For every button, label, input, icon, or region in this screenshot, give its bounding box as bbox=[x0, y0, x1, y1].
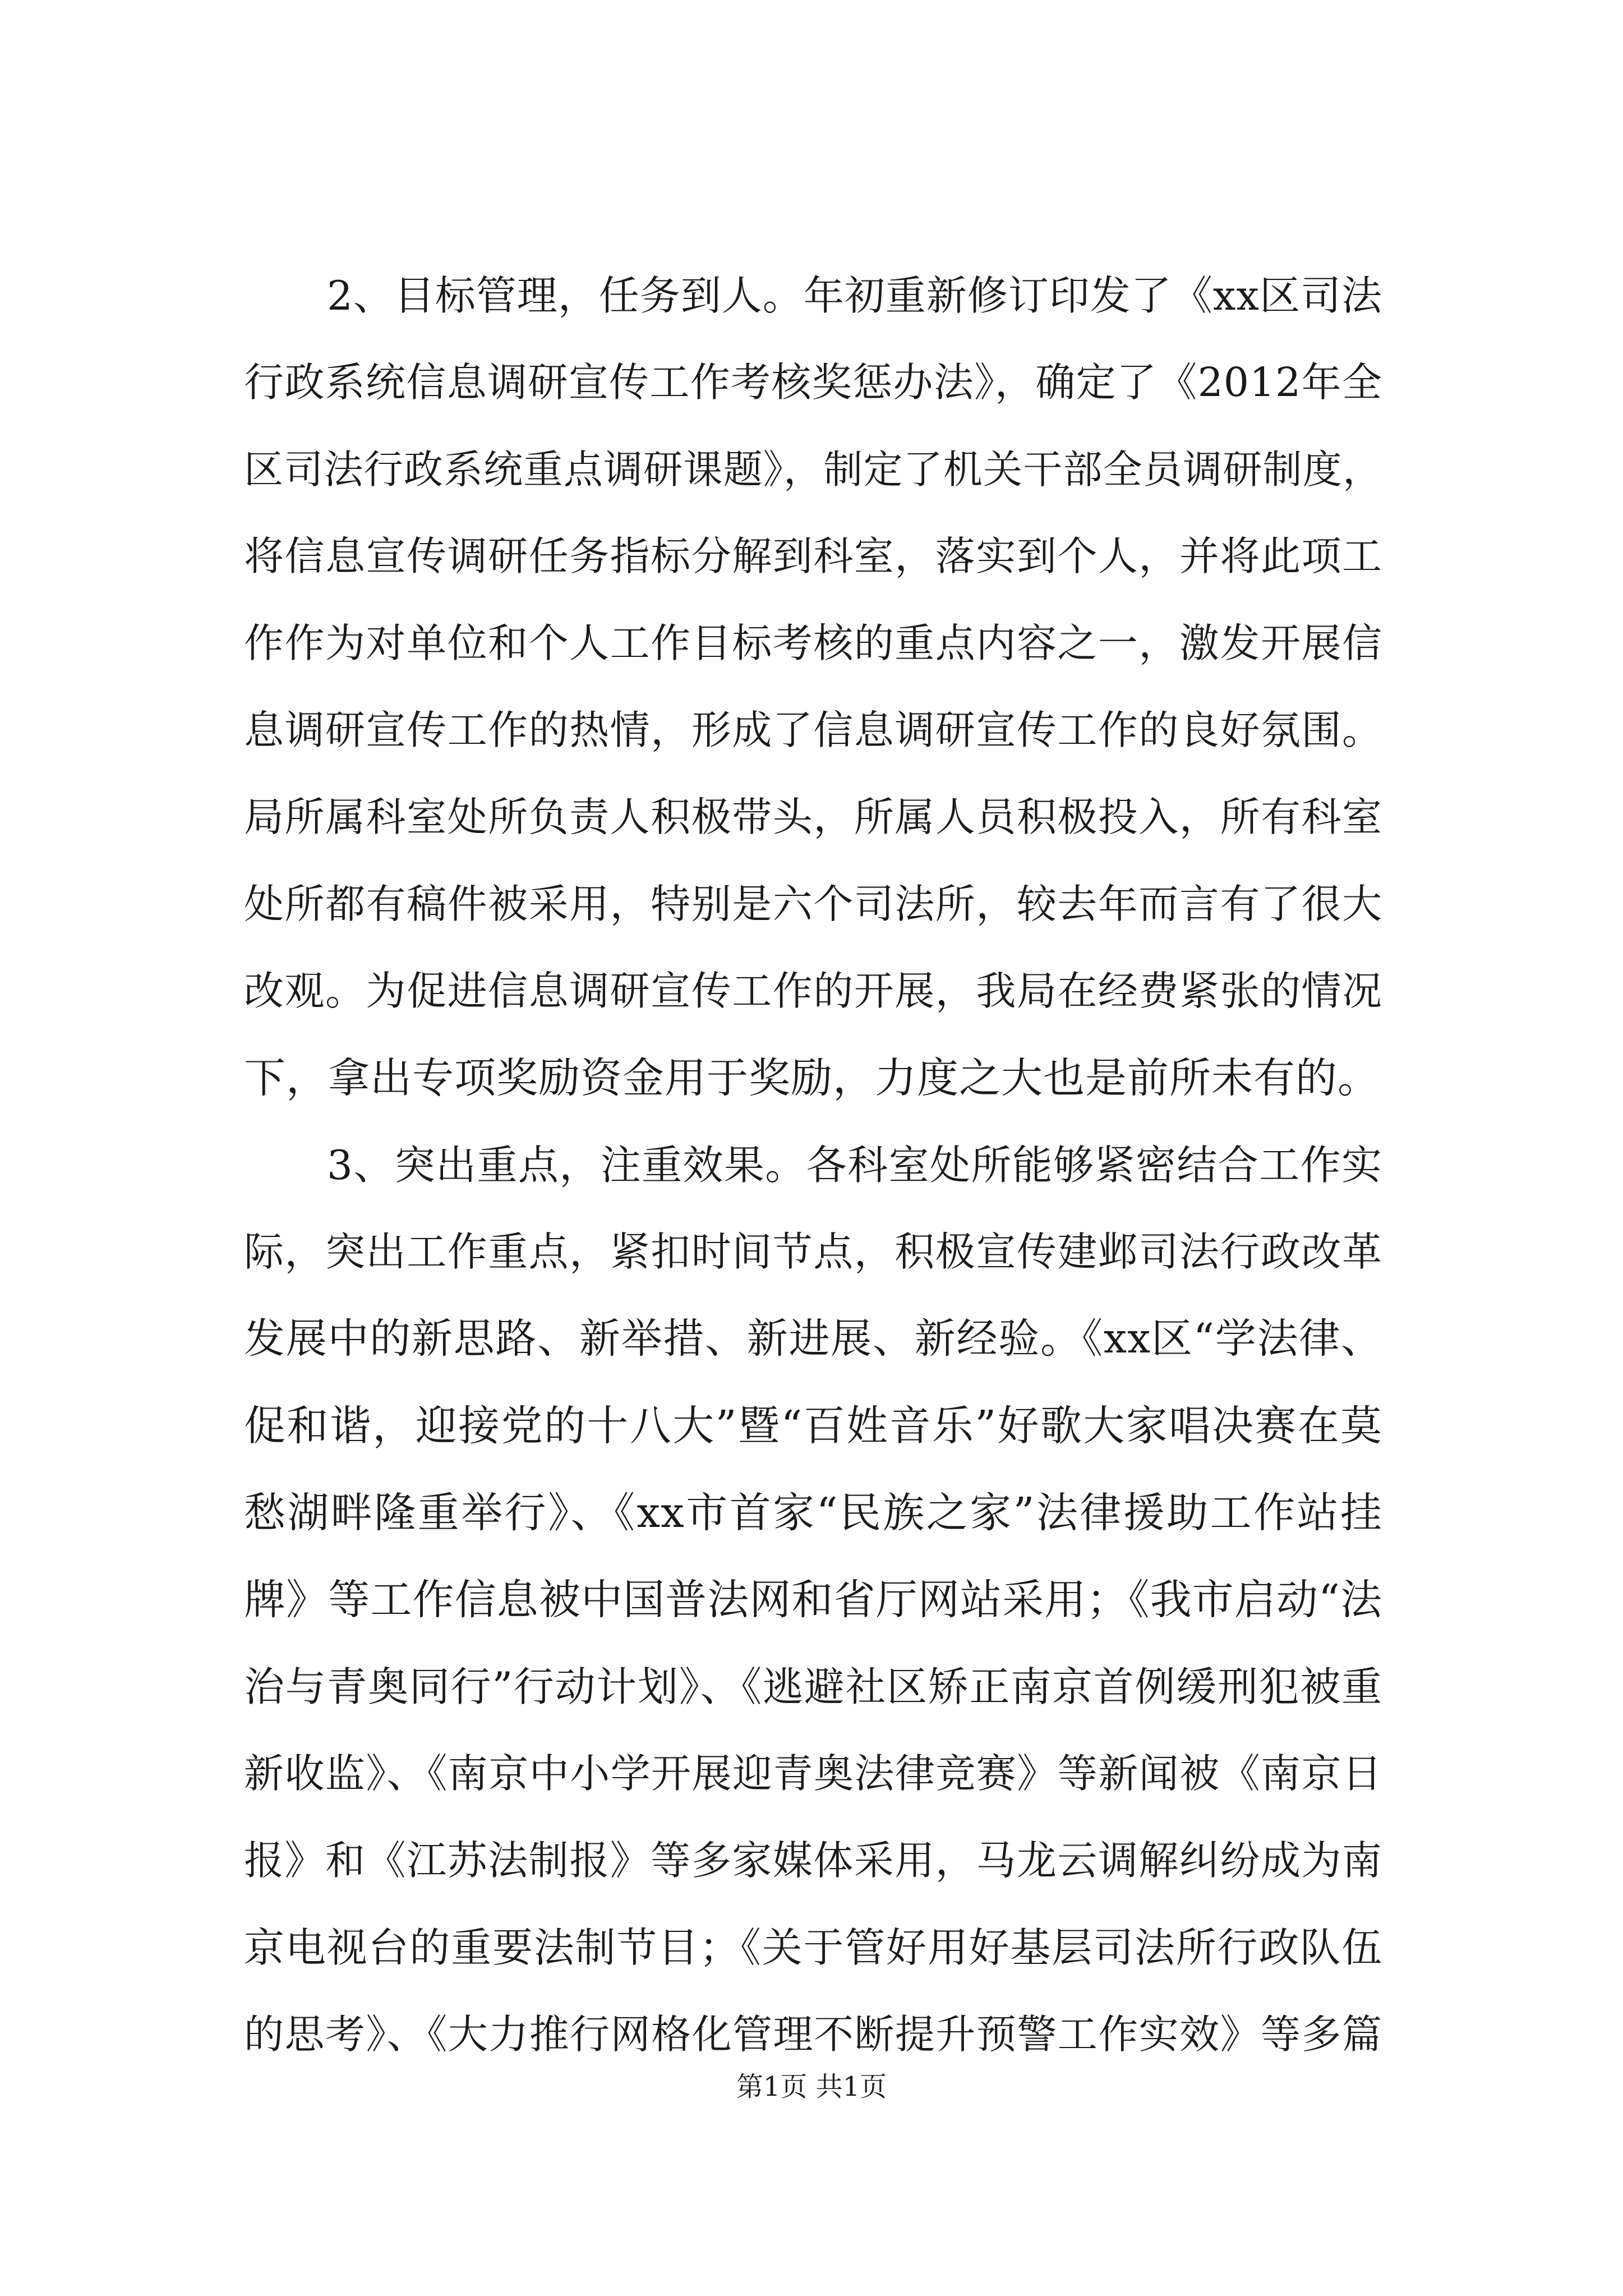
text-line: 行政系统信息调研宣传工作考核奖惩办法》，确定了《2012年全 bbox=[244, 359, 1382, 406]
text-line: 愁湖畔隆重举行》、《xx市首家“民族之家”法律援助工作站挂 bbox=[244, 1489, 1382, 1537]
text-line: 处所都有稿件被采用，特别是六个司法所，较去年而言有了很大 bbox=[244, 881, 1382, 927]
text-line: 的思考》、《大力推行网格化管理不断提升预警工作实效》等多篇 bbox=[244, 2011, 1382, 2058]
text-line: 改观。为促进信息调研宣传工作的开展，我局在经费紧张的情况 bbox=[244, 968, 1382, 1014]
text-line: 作作为对单位和个人工作目标考核的重点内容之一，激发开展信 bbox=[244, 620, 1382, 666]
text-line: 区司法行政系统重点调研课题》，制定了机关干部全员调研制度， bbox=[244, 447, 1382, 493]
text-line: 际，突出工作重点，紧扣时间节点，积极宣传建邺司法行政改革 bbox=[244, 1228, 1382, 1275]
text-line: 治与青奥同行”行动计划》、《逃避社区矫正南京首例缓刑犯被重 bbox=[244, 1663, 1382, 1710]
text-line: 新收监》、《南京中小学开展迎青奥法律竞赛》等新闻被《南京日 bbox=[244, 1750, 1382, 1797]
text-line: 局所属科室处所负责人积极带头，所属人员积极投入，所有科室 bbox=[244, 794, 1382, 840]
text-line: 报》和《江苏法制报》等多家媒体采用，马龙云调解纠纷成为南 bbox=[244, 1837, 1382, 1884]
text-line: 发展中的新思路、新举措、新进展、新经验。《xx区“学法律、 bbox=[244, 1315, 1382, 1363]
page-footer: 第1页 共1页 bbox=[736, 2071, 887, 2102]
text-line: 2、目标管理，任务到人。年初重新修订印发了《xx区司法 bbox=[327, 272, 1383, 319]
text-line: 息调研宣传工作的热情，形成了信息调研宣传工作的良好氛围。 bbox=[244, 707, 1382, 753]
text-line: 将信息宣传调研任务指标分解到科室，落实到个人，并将此项工 bbox=[244, 533, 1382, 579]
text-line: 京电视台的重要法制节目；《关于管好用好基层司法所行政队伍 bbox=[244, 1924, 1382, 1971]
text-line: 促和谐，迎接党的十八大”暨“百姓音乐”好歌大家唱决赛在莫 bbox=[244, 1402, 1382, 1450]
text-line: 3、突出重点，注重效果。各科室处所能够紧密结合工作实 bbox=[327, 1142, 1382, 1189]
text-line: 牌》等工作信息被中国普法网和省厅网站采用；《我市启动“法 bbox=[244, 1576, 1382, 1624]
text-line: 下，拿出专项奖励资金用于奖励，力度之大也是前所未有的。 bbox=[244, 1054, 1380, 1102]
